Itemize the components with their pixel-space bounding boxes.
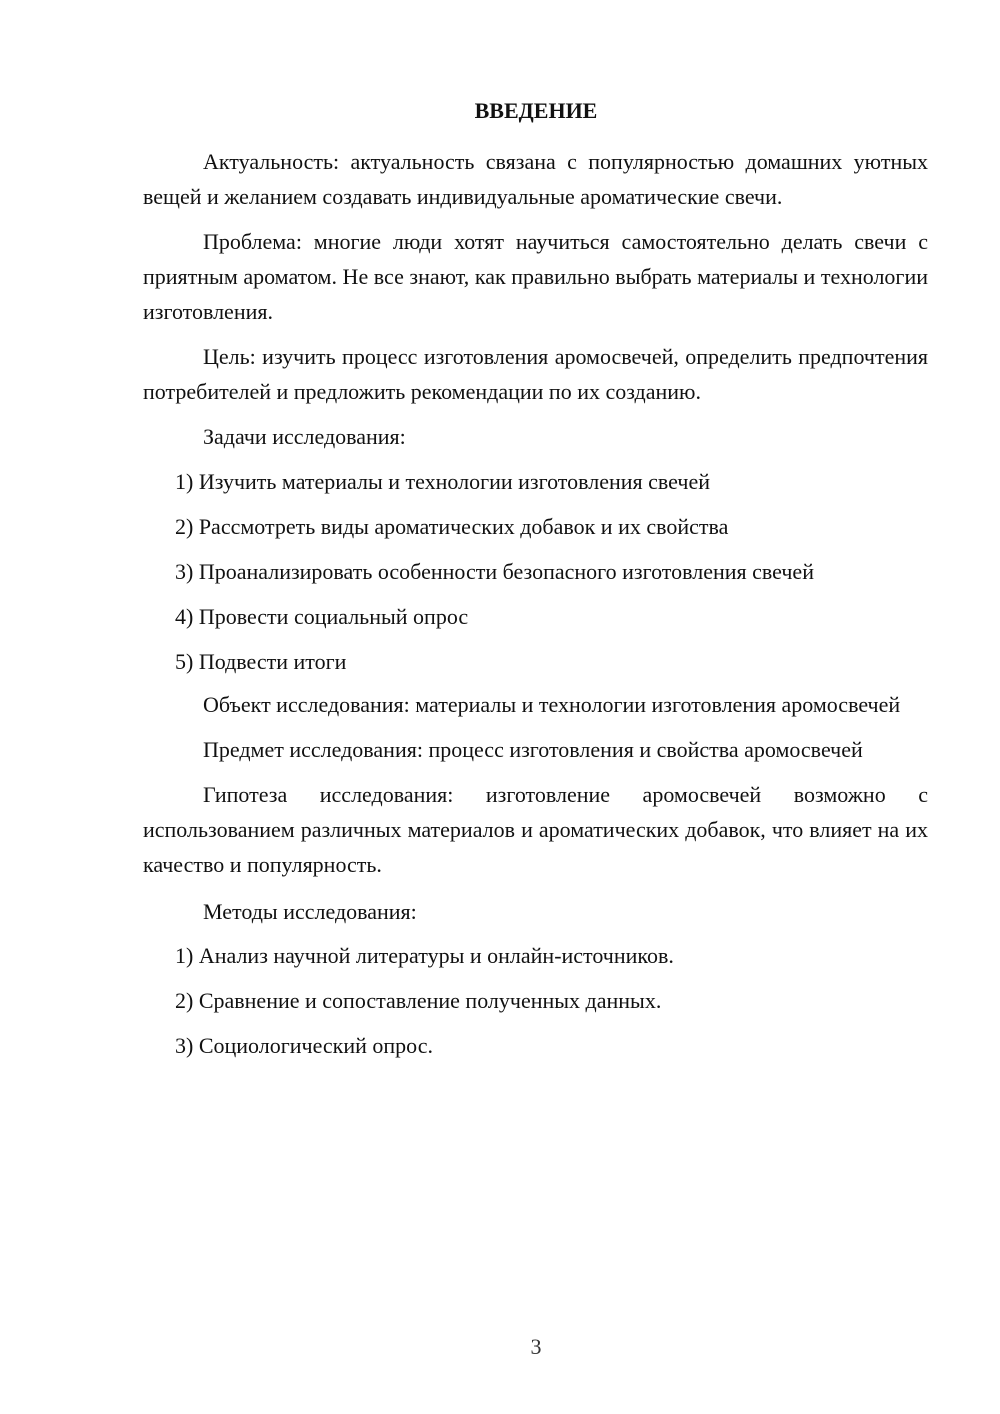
- problem-paragraph: Проблема: многие люди хотят научиться самостоятельно делать свечи с приятным ароматом. Не все знают, как правильно выбрать материалы и технологии изготовления.: [143, 229, 928, 324]
- page-content: [143, 144, 928, 1068]
- method-item: 2) Сравнение и сопоставление полученных данных.: [175, 988, 662, 1013]
- object-paragraph: Объект исследования: материалы и технологии изготовления аромосвечей: [203, 692, 901, 717]
- methods-label: Методы исследования:: [203, 899, 417, 924]
- method-item: 3) Социологический опрос.: [175, 1033, 433, 1058]
- tasks-list: [143, 459, 928, 684]
- method-item: 1) Анализ научной литературы и онлайн-источников.: [175, 943, 674, 968]
- task-item: 3) Проанализировать особенности безопасного изготовления свечей: [175, 559, 814, 584]
- task-item: 2) Рассмотреть виды ароматических добавок и их свойства: [175, 514, 729, 539]
- hypothesis-paragraph: Гипотеза исследования: изготовление аромосвечей возможно с использованием различных материалов и ароматических добавок, что влияет на их качество и популярность.: [143, 782, 928, 877]
- subject-paragraph: Предмет исследования: процесс изготовления и свойства аромосвечей: [203, 737, 863, 762]
- relevance-paragraph: Актуальность: актуальность связана с популярностью домашних уютных вещей и желанием создавать индивидуальные ароматические свечи.: [143, 149, 928, 209]
- methods-list: [143, 933, 928, 1068]
- page-number: 3: [530, 1334, 542, 1359]
- task-item: 1) Изучить материалы и технологии изготовления свечей: [175, 469, 710, 494]
- page-title: ВВЕДЕНИЕ: [474, 98, 598, 123]
- tasks-label: Задачи исследования:: [203, 424, 406, 449]
- task-item: 5) Подвести итоги: [175, 649, 347, 674]
- goal-paragraph: Цель: изучить процесс изготовления аромосвечей, определить предпочтения потребителей и предложить рекомендации по их созданию.: [143, 344, 928, 404]
- task-item: 4) Провести социальный опрос: [175, 604, 469, 629]
